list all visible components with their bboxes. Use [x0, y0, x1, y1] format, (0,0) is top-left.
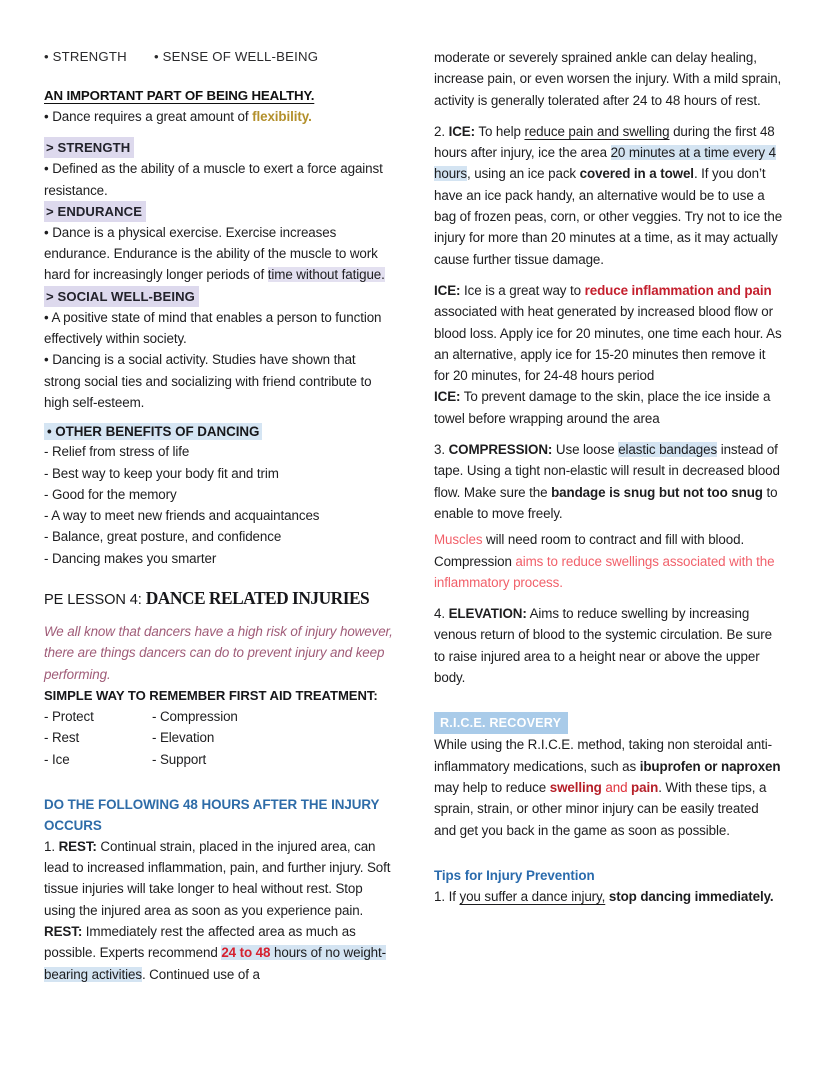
- heading-do-following-48-hours: DO THE FOLLOWING 48 HOURS AFTER THE INJURY OCCURS: [44, 796, 380, 833]
- elev-label: ELEVATION:: [448, 606, 527, 622]
- bullet-flexibility-text: • Dance requires a great amount of: [44, 109, 253, 124]
- continued-paragraph: moderate or severely sprained ankle can delay healing, increase pain, or even worsen the injury. With a mild sprain, activity is generally tolerated after 24 to 48 hours of rest.: [434, 50, 782, 108]
- chip-strength-wrap: [44, 137, 394, 158]
- ice-paragraph-3: [434, 280, 784, 386]
- lesson-heading: [44, 587, 394, 611]
- comp-part-c: to enable to move freely.: [434, 484, 778, 521]
- first-aid-col2: [152, 706, 238, 770]
- list-item: - Best way to keep your body fit and trim: [44, 465, 279, 481]
- spacer: [44, 127, 394, 137]
- muscles-keyword: Muscles: [434, 532, 483, 548]
- rest-2-body-a: Immediately rest the affected area as much as possible. Experts recommend: [44, 924, 356, 961]
- rice-part-c: . With these tips, a sprain, strain, or other minor injury can be easily treated and get you back in the game as soon as possible.: [434, 779, 767, 838]
- comp-part-a: Use loose: [552, 442, 619, 458]
- spacer: [434, 593, 784, 603]
- rice-red-pain: pain: [631, 779, 659, 795]
- rest-1-label: REST:: [58, 838, 97, 854]
- spacer: [44, 67, 394, 85]
- chip-rice-recovery-wrap: [434, 712, 784, 734]
- list-item: - Good for the memory: [44, 486, 177, 502]
- ice-4-label: ICE:: [434, 389, 461, 405]
- left-column: [44, 47, 394, 985]
- heading-tips-injury-prevention: Tips for Injury Prevention: [434, 867, 595, 883]
- rice-and: and: [601, 779, 632, 795]
- ice-2-label: ICE:: [448, 123, 475, 139]
- social-body-1: • A positive state of mind that enables a person to function effectively within society.: [44, 309, 382, 347]
- chip-other-benefits: • OTHER BENEFITS OF DANCING: [44, 423, 262, 440]
- comp-number: 3.: [434, 442, 449, 458]
- elevation-paragraph: [434, 603, 784, 688]
- chip-endurance: > ENDURANCE: [44, 201, 146, 222]
- list-item: - Compression: [152, 708, 238, 724]
- rice-paragraph: [434, 734, 784, 840]
- comp-label: COMPRESSION:: [448, 442, 553, 458]
- ice-3-part-b: associated with heat generated by increased blood flow or blood loss. Apply ice for 20 minutes, one time each hour. As an alternative, apply ice for 15-20 minutes then remove it for 20 minutes, for 24-48 hours period: [434, 304, 782, 384]
- list-item: - Elevation: [152, 730, 215, 746]
- top-bullet-row: [44, 47, 394, 67]
- rest-2-label: REST:: [44, 924, 83, 940]
- rest-1-number: 1.: [44, 838, 59, 854]
- rice-part-b: may help to reduce: [434, 779, 550, 795]
- muscles-paragraph: [434, 529, 784, 593]
- tips-bold-phrase: stop dancing immediately.: [605, 888, 774, 904]
- list-item: - Balance, great posture, and confidence: [44, 529, 282, 545]
- first-aid-heading: SIMPLE WAY TO REMEMBER FIRST AID TREATMENT:: [44, 687, 378, 703]
- intro-italic-paragraph: We all know that dancers have a high risk of injury however, there are things dancers can do to prevent injury and keep performing.: [44, 624, 393, 682]
- ice-2-number: 2.: [434, 123, 449, 139]
- ice-2-timing-highlight: 20 minutes at a time every 4 hours: [434, 145, 776, 182]
- chip-endurance-wrap: [44, 201, 394, 222]
- lesson-prefix: PE LESSON 4:: [44, 592, 142, 609]
- rice-red-swelling: swelling: [549, 779, 602, 795]
- spacer: [434, 429, 784, 439]
- social-body-2: • Dancing is a social activity. Studies have shown that strong social ties and socializing with friend contribute to high self-esteem.: [44, 352, 372, 410]
- spacer: [44, 611, 394, 621]
- spacer: [434, 688, 784, 712]
- ice-paragraph-4: [434, 386, 784, 429]
- list-item: - Relief from stress of life: [44, 444, 190, 460]
- bullet-flexibility: [44, 106, 394, 127]
- chip-other-benefits-wrap: [44, 423, 394, 441]
- compression-paragraph: [434, 439, 784, 524]
- spacer: [434, 111, 784, 121]
- rest-2-body-c: . Continued use of a: [141, 966, 260, 982]
- ice-3-part-a: Ice is a great way to: [460, 282, 585, 298]
- ice-2-part-b: during the first 48 hours after injury, ice the area: [434, 123, 775, 161]
- chip-rice-recovery: R.I.C.E. RECOVERY: [434, 712, 568, 734]
- rest-2-duration-highlight: 24 to 48: [221, 945, 271, 961]
- elev-body: Aims to reduce swelling by increasing venous return of blood to the systemic circulation. Be sure to raise injured area to a height near or above the upper body.: [434, 606, 772, 686]
- rice-part-a: While using the R.I.C.E. method, taking non steroidal anti-inflammatory medications, such as: [434, 737, 772, 774]
- tips-underlined-phrase: you suffer a dance injury,: [459, 888, 606, 904]
- ice-2-part-a: To help: [474, 123, 525, 139]
- flexibility-keyword: flexibility.: [252, 109, 312, 124]
- spacer: [44, 413, 394, 423]
- comp-bold-phrase: bandage is snug but not too snug: [551, 484, 763, 500]
- rest-paragraph-2: [44, 921, 394, 985]
- chip-social-wellbeing: > SOCIAL WELL-BEING: [44, 286, 199, 307]
- endurance-body: [44, 222, 394, 286]
- muscles-part-a: will need room to contract and fill with blood. Compression: [434, 532, 745, 569]
- ice-2-underlined-phrase: reduce pain and swelling: [524, 123, 670, 139]
- ice-3-label: ICE:: [434, 282, 461, 298]
- comp-part-b: instead of tape. Using a tight non-elastic will result in decreased blood flow. Make sure the: [434, 442, 780, 500]
- comp-bandages-highlight: elastic bandages: [618, 442, 718, 458]
- endurance-highlight: time without fatigue.: [267, 267, 385, 283]
- muscles-red-phrase: aims to reduce swellings associated with the inflammatory process.: [434, 553, 775, 590]
- list-item: - Support: [152, 751, 207, 767]
- list-item: - Dancing makes you smarter: [44, 550, 217, 566]
- chip-social-wrap: [44, 286, 394, 307]
- spacer: [44, 569, 394, 587]
- lesson-title: DANCE RELATED INJURIES: [145, 588, 370, 609]
- tips-part-a: If: [448, 888, 460, 904]
- list-item: - Protect: [44, 708, 94, 724]
- spacer: [44, 770, 394, 794]
- ice-2-part-c: , using an ice pack: [467, 166, 580, 182]
- first-aid-list: [44, 706, 394, 770]
- ice-2-bold-phrase: covered in a towel: [579, 166, 694, 182]
- strength-body: • Defined as the ability of a muscle to exert a force against resistance.: [44, 161, 383, 198]
- right-column: [434, 47, 784, 907]
- rice-bold-phrase: ibuprofen or naproxen: [639, 758, 781, 774]
- top-bullet-strength: • STRENGTH: [44, 49, 127, 64]
- first-aid-col1: [44, 706, 152, 770]
- tips-number: 1.: [434, 888, 449, 904]
- endurance-body-text: • Dance is a physical exercise. Exercise increases endurance. Endurance is the ability of the muscle to work hard for increasingly longer periods of: [44, 224, 378, 283]
- rest-1-body: Continual strain, placed in the injured area, can lead to increased inflammation, pain, and further injury. Soft tissue injuries will take longer to heal without rest. Stop using the injured area as soon as you experience pain.: [44, 838, 391, 918]
- list-item: - Ice: [44, 751, 70, 767]
- spacer: [434, 841, 784, 865]
- rest-paragraph-1: [44, 836, 394, 921]
- top-bullet-wellbeing: • SENSE OF WELL-BEING: [154, 49, 319, 64]
- ice-4-body: To prevent damage to the skin, place the ice inside a towel before wrapping around the area: [434, 389, 771, 426]
- rest-2-body-b: hours of no weight-bearing activities: [44, 945, 386, 982]
- chip-strength: > STRENGTH: [44, 137, 134, 158]
- spacer: [434, 270, 784, 280]
- elev-number: 4.: [434, 606, 449, 622]
- tips-item-1: [434, 886, 784, 907]
- heading-important-part: AN IMPORTANT PART OF BEING HEALTHY.: [44, 88, 315, 103]
- two-column-layout: [44, 47, 788, 985]
- ice-3-red-phrase: reduce inflammation and pain: [584, 282, 772, 298]
- list-item: - A way to meet new friends and acquaintances: [44, 508, 320, 524]
- ice-2-part-d: . If you don’t have an ice pack handy, an alternative would be to use a bag of frozen peas, corn, or other veggies. Try not to ice the injury for more than 20 minutes at a time, as it may actually cause further tissue damage.: [434, 166, 783, 267]
- list-item: - Rest: [44, 730, 80, 746]
- ice-paragraph-2: [434, 121, 784, 270]
